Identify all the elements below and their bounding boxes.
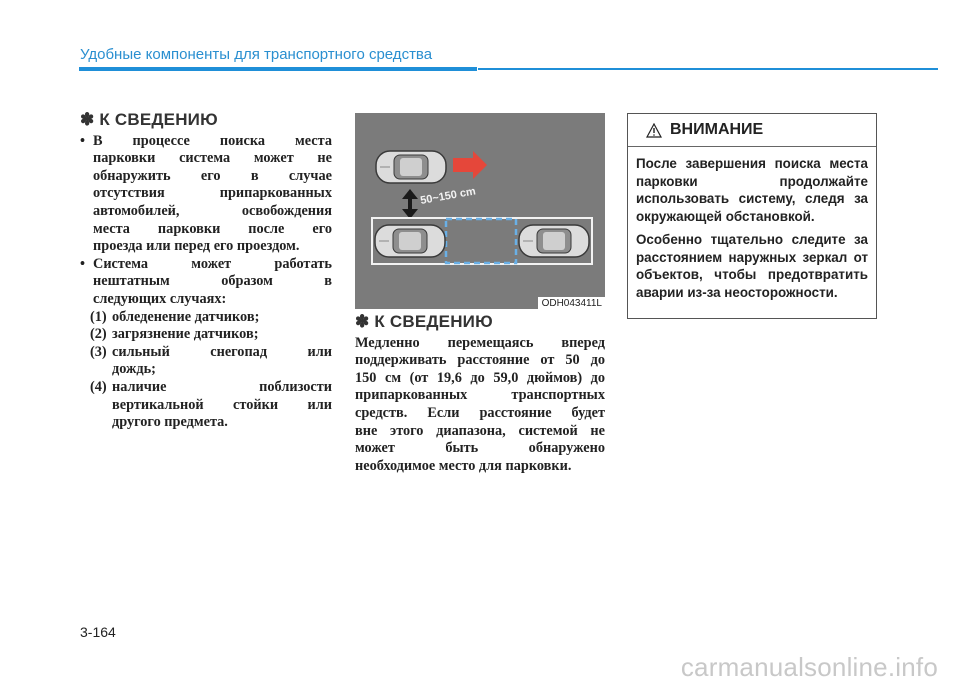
text-line: Система может работать: [93, 255, 332, 272]
text-line: другого предмета.: [112, 414, 228, 431]
sub-item-number: (3): [90, 343, 107, 360]
warning-paragraph: После завершения поиска места парковки продолжайте использовать систему, следя за окружающей обстановкой.: [636, 156, 868, 224]
note-heading: ✽ К СВЕДЕНИЮ: [355, 312, 493, 331]
text-line: загрязнение датчиков;: [112, 326, 259, 343]
warning-body: [628, 147, 876, 301]
bullet-item: [80, 256, 332, 309]
text-line: вне этого диапазона, системой не: [355, 422, 605, 439]
warning-paragraph: Особенно тщательно следите за расстоянием наружных зеркал от объектов, чтобы предотвратить аварии из-за неосторожности.: [636, 232, 868, 300]
text-line: автомобилей, освобождения: [93, 202, 332, 219]
distance-label: 50~150 cm: [419, 185, 477, 207]
warning-box: [627, 113, 877, 319]
sub-item: [80, 326, 332, 344]
header-rule-thin: [478, 68, 938, 70]
bullet-mark: •: [80, 255, 86, 272]
parking-diagram: [355, 113, 605, 309]
figure-code: ODH043411L: [538, 297, 605, 309]
text-line: поддерживать расстояние от 50 до: [355, 352, 605, 369]
sub-item-number: (4): [90, 378, 107, 395]
free-space-marker: [446, 219, 516, 263]
bullet-item: [80, 133, 332, 256]
text-line: обледенение датчиков;: [112, 308, 260, 325]
sub-item: [80, 344, 332, 379]
text-line: средств. Если расстояние будет: [355, 404, 605, 421]
page-number: 3-164: [80, 624, 116, 640]
text-line: наличие поблизости: [112, 378, 332, 395]
text-line: 150 см (от 19,6 до 59,0 дюймов) до: [355, 369, 605, 386]
text-line: следующих случаях:: [93, 290, 227, 307]
text-line: В процессе поиска места: [93, 132, 332, 149]
warning-title: ВНИМАНИЕ: [670, 121, 764, 138]
text-line: парковки система может не: [93, 150, 332, 167]
watermark: carmanualsonline.info: [680, 652, 938, 682]
warning-triangle-icon: [646, 123, 662, 138]
distance-arrow-icon: [402, 189, 418, 219]
parked-car-right-icon: [519, 225, 589, 257]
sub-item: [80, 379, 332, 432]
text-line: места парковки после его: [93, 220, 332, 237]
text-line: Медленно перемещаясь вперед: [355, 334, 605, 351]
bullet-mark: •: [80, 132, 86, 149]
warning-header: [628, 114, 876, 147]
text-line: дождь;: [112, 361, 156, 378]
text-line: может быть обнаружено: [355, 440, 605, 457]
sub-item-number: (1): [90, 308, 107, 325]
text-line: проезда или перед его проездом.: [93, 238, 300, 255]
text-line: припаркованных транспортных: [355, 387, 605, 404]
left-column: [80, 111, 332, 432]
text-line: сильный снегопад или: [112, 343, 332, 360]
middle-column: [355, 313, 605, 475]
text-line: вертикальной стойки или: [112, 396, 332, 413]
sub-item: [80, 309, 332, 327]
text-line: необходимое место для парковки.: [355, 457, 572, 474]
text-line: нештатным образом в: [93, 273, 332, 290]
parking-diagram-svg: [355, 113, 605, 309]
text-line: отсутствия припаркованных: [93, 185, 332, 202]
section-title: Удобные компоненты для транспортного средства: [80, 46, 433, 63]
header-rule-thick: [79, 67, 477, 71]
note-heading: ✽ К СВЕДЕНИЮ: [80, 110, 218, 129]
sub-item-number: (2): [90, 326, 107, 343]
direction-arrow-icon: [453, 151, 487, 179]
moving-car-icon: [376, 151, 446, 183]
parked-car-left-icon: [375, 225, 445, 257]
text-line: обнаружить его в случае: [93, 167, 332, 184]
